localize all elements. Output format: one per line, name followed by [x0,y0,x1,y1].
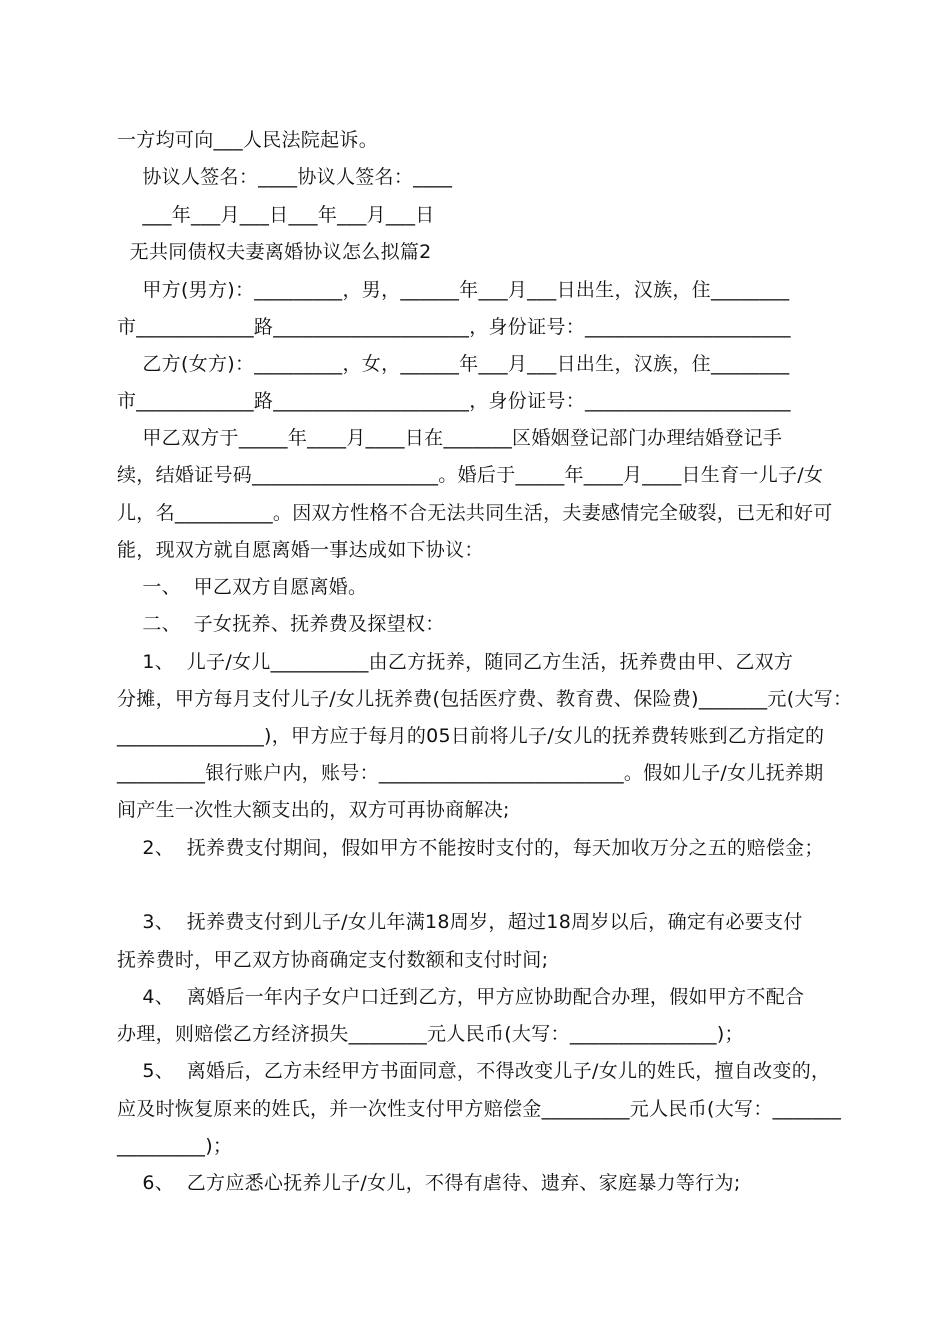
text-line: 续，结婚证号码___________________。婚后于_____年____月____日生育一儿子/女 [117,464,824,486]
text-line: 办理，则赔偿乙方经济损失________元人民币(大写：_______________)； [117,1023,744,1045]
text-line: 4、 离婚后一年内子女户口迁到乙方，甲方应协助配合办理，假如甲方不配合 [117,986,805,1008]
signature-line: 协议人签名：____协议人签名：____ [117,166,453,188]
text-line: 2、 抚养费支付期间，假如甲方不能按时支付的，每天加收万分之五的赔偿金； [117,837,824,859]
clause-heading: 二、 子女抚养、抚养费及探望权： [117,613,445,635]
text-line: 甲乙双方于_____年____月____日在_______区婚姻登记部门办理结婚登记手 [117,427,783,449]
text-line: _________)； [117,1135,233,1157]
text-line: 分摊，甲方每月支付儿子/女儿抚养费(包括医疗费、教育费、保险费)_______元(大写： [117,688,853,710]
text-line: 抚养费时，甲乙双方协商确定支付数额和支付时间; [117,949,549,971]
text-line: _______________)，甲方应于每月的05日前将儿子/女儿的抚养费转账到乙方指定的 [117,725,825,747]
text-line: _________银行账户内，账号：_________________________。假如儿子/女儿抚养期 [117,762,824,784]
clause-heading: 一、 甲乙双方自愿离婚。 [117,576,368,598]
text-line: 应及时恢复原来的姓氏，并一次性支付甲方赔偿金_________元人民币(大写：_______ [117,1098,842,1120]
text-line: 一方均可向___人民法院起诉。 [117,129,379,151]
text-line: 市____________路____________________，身份证号：_____________________ [117,390,791,412]
date-line: ___年___月___日___年___月___日 [117,204,435,226]
text-line: 3、 抚养费支付到儿子/女儿年满18周岁，超过18周岁以后，确定有必要支付 [117,911,803,933]
text-line: 间产生一次性大额支出的，双方可再协商解决; [117,799,510,821]
text-line: 5、 离婚后，乙方未经甲方书面同意，不得改变儿子/女儿的姓氏，擅自改变的， [117,1060,831,1082]
text-line: 市____________路____________________，身份证号：_____________________ [117,316,791,338]
section-title: 无共同债权夫妻离婚协议怎么拟篇2 [117,241,432,263]
text-line: 6、 乙方应悉心抚养儿子/女儿，不得有虐待、遗弃、家庭暴力等行为; [117,1172,741,1194]
text-line: 乙方(女方)：_________，女，______年___月___日出生，汉族，住________ [117,353,790,375]
text-line: 甲方(男方)：_________，男，______年___月___日出生，汉族，住________ [117,279,790,301]
text-line: 儿，名__________。因双方性格不合无法共同生活，夫妻感情完全破裂，已无和好可 [117,502,833,524]
text-line: 能，现双方就自愿离婚一事达成如下协议： [117,539,484,561]
text-line: 1、 儿子/女儿__________由乙方抚养，随同乙方生活，抚养费由甲、乙双方 [117,651,794,673]
